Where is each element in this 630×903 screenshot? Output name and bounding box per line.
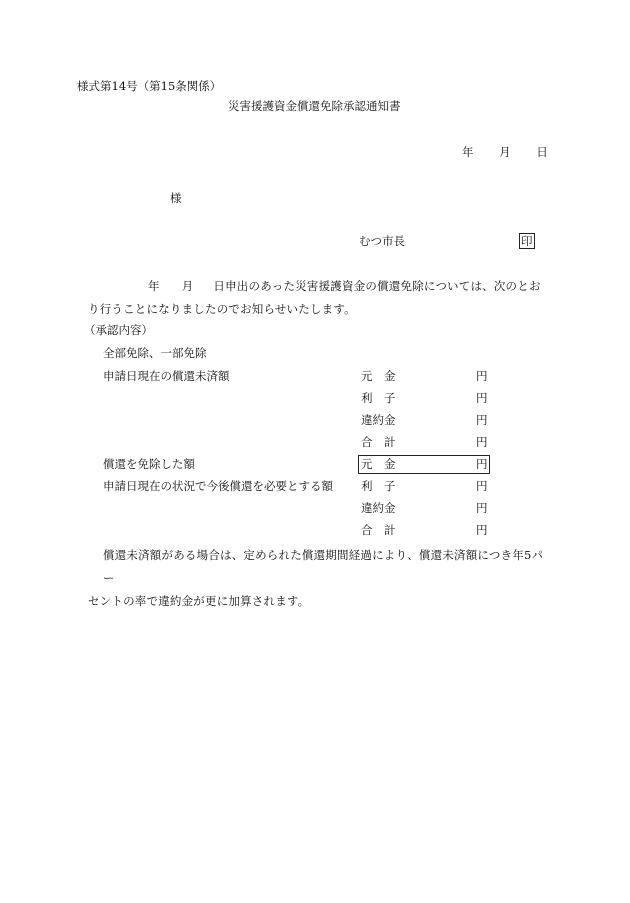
row-unit-7: 円 (476, 501, 488, 515)
row-unit-4: 円 (476, 435, 488, 449)
row-unit-2: 円 (476, 391, 488, 405)
seal-mark: 印 (521, 234, 533, 248)
row-item-interest-2: 利 子 (361, 479, 396, 493)
row-unit-3: 円 (476, 413, 488, 427)
date-day: 日 (536, 145, 548, 159)
row-item-penalty-1: 違約金 (361, 413, 396, 427)
row-label-unpaid: 申請日現在の償還未済額 (103, 369, 230, 383)
row-item-penalty-2: 違約金 (361, 501, 396, 515)
row-unit-5: 円 (476, 457, 488, 471)
row-item-total-1: 合 計 (361, 435, 396, 449)
row-item-interest-1: 利 子 (361, 391, 396, 405)
body-line2: り行うことになりましたのでお知らせいたします。 (88, 302, 356, 316)
body-line1: 日申出のあった災害援護資金の償還免除については、次のとお (213, 279, 541, 293)
body-year: 年 (148, 279, 160, 293)
section-heading: （承認内容） (84, 323, 153, 337)
date-month: 月 (499, 145, 511, 159)
row-item-total-2: 合 計 (361, 523, 396, 537)
row-unit-1: 円 (476, 369, 488, 383)
form-id: 様式第14号（第15条関係） (77, 79, 222, 93)
document-title: 災害援護資金償還免除承認通知書 (228, 99, 401, 113)
date-year: 年 (462, 145, 474, 159)
row-unit-6: 円 (476, 479, 488, 493)
recipient-suffix: 様 (170, 191, 182, 205)
exemption-type: 全部免除、一部免除 (103, 346, 207, 360)
row-label-exempted: 償還を免除した額 (103, 457, 195, 471)
body-month: 月 (181, 279, 194, 293)
date-line (462, 144, 548, 160)
note-paragraph (88, 544, 550, 613)
note-line1: 償還未済額がある場合は、定められた償還期間経過により、償還未済額につき年5パー (103, 548, 544, 585)
row-label-future: 申請日現在の状況で今後償還を必要とする額 (103, 479, 333, 493)
issuer-name: むつ市長 (359, 234, 405, 248)
body-paragraph (88, 275, 550, 321)
note-line2: セントの率で違約金が更に加算されます。 (88, 594, 310, 608)
row-unit-8: 円 (476, 523, 488, 537)
row-item-principal-1: 元 金 (361, 369, 396, 383)
row-item-principal-2: 元 金 (361, 457, 396, 471)
